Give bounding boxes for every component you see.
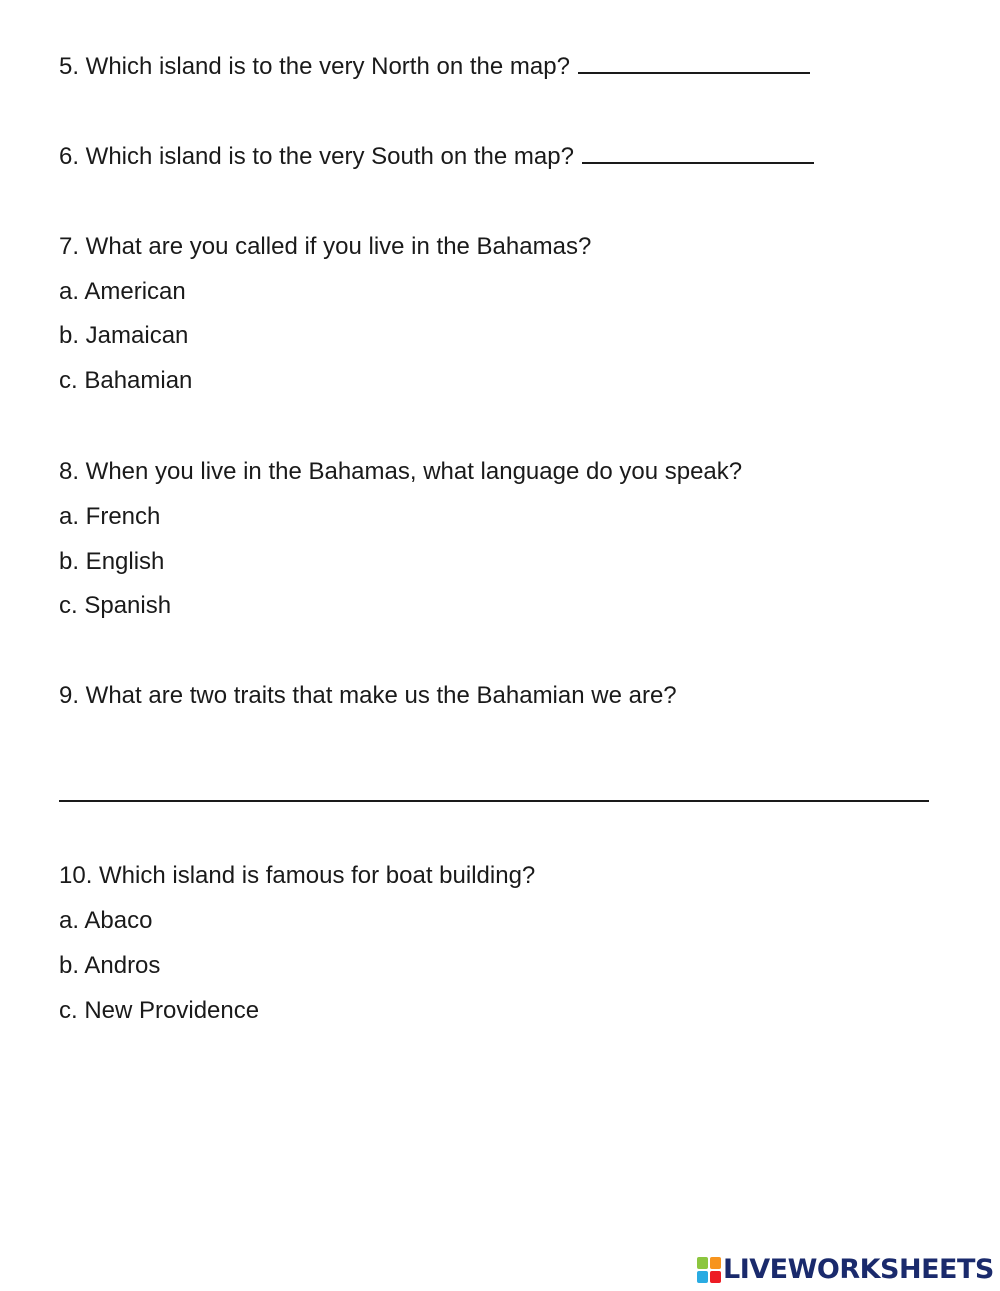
- question-7-option-a[interactable]: a. American: [59, 278, 186, 305]
- question-6-answer-blank[interactable]: [582, 142, 814, 164]
- question-10-option-b[interactable]: b. Andros: [59, 952, 161, 979]
- question-6-text: 6. Which island is to the very South on the map?: [59, 143, 574, 170]
- question-8-option-a[interactable]: a. French: [59, 503, 161, 530]
- question-8-text: 8. When you live in the Bahamas, what language do you speak?: [59, 458, 743, 485]
- question-10-option-c[interactable]: c. New Providence: [59, 997, 260, 1024]
- question-10-text: 10. Which island is famous for boat building?: [59, 862, 536, 889]
- question-5: [59, 52, 810, 82]
- question-5-answer-blank[interactable]: [578, 52, 810, 74]
- liveworksheets-wordmark: LIVEWORKSHEETS: [723, 1254, 994, 1285]
- question-7-option-b[interactable]: b. Jamaican: [59, 322, 189, 349]
- question-7-text: 7. What are you called if you live in the Bahamas?: [59, 233, 592, 260]
- question-5-text: 5. Which island is to the very North on the map?: [59, 53, 570, 80]
- question-7-option-c[interactable]: c. Bahamian: [59, 367, 193, 394]
- question-8-option-b[interactable]: b. English: [59, 548, 165, 575]
- liveworksheets-mark-icon: [697, 1257, 721, 1283]
- question-9-answer-line[interactable]: [59, 800, 929, 802]
- question-10-option-a[interactable]: a. Abaco: [59, 907, 153, 934]
- question-8-option-c[interactable]: c. Spanish: [59, 592, 172, 619]
- liveworksheets-logo: [697, 1255, 994, 1285]
- question-6: [59, 142, 814, 172]
- question-9-text: 9. What are two traits that make us the Bahamian we are?: [59, 682, 677, 709]
